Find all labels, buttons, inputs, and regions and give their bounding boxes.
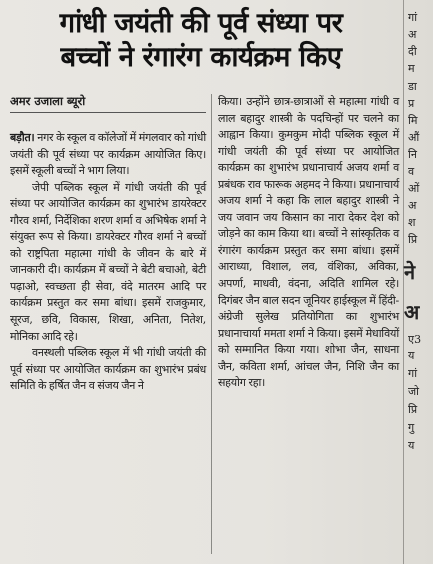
adjacent-fragment: श [408, 216, 416, 229]
column2-paragraph-1: किया। उन्होंने छात्र-छात्राओं से महात्मा गांधी व लाल बहादुर शास्त्री के पदचिन्हों पर चलने का आह्वान किया। कुमकुम मोदी पब्लिक स्कूल में गांधी जयंती की पूर्व संध्या पर आयोजित कार्यक्रम का शुभारंभ प्रधानाचार्य अजय शर्मा व प्रबंधक राव फारूक अहमद ने किया। प्रधानाचार्य अजय शर्मा ने कहा कि लाल बहादुर शास्त्री ने जय जवान जय किसान का नारा देकर देश को जोड़ने का काम किया था। बच्चों ने सांस्कृतिक व रंगारंग कार्यक्रम प्रस्तुत कर समा बांधा। इसमें आराध्या, विशाल, लव, वंशिका, अविका, अपर्णा, माधवी, वंदना, अदिति शामिल रहे। दिगंबर जैन बाल सदन जूनियर हाईस्कूल में हिंदी-अंग्रेजी सुलेख प्रतियोगिता का शुभारंभ प्रधानाचार्या ममता शर्मा ने किया। इसमें मेधावियों को सम्मानित किया गया। शोभा जैन, साधना जैन, कविता शर्मा, आंचल जैन, निशि जैन का सहयोग रहा। [218, 95, 399, 390]
column-divider [211, 94, 212, 554]
column1-paragraph-2: जेपी पब्लिक स्कूल में गांधी जयंती की पूर्व संध्या पर आयोजित कार्यक्रम का शुभारंभ डायरेक्टर गौरव शर्मा, निर्देशिका शरण शर्मा व अभिषेक शर्मा ने संयुक्त रूप से किया। डायरेक्टर गौरव शर्मा ने बच्चों को राष्ट्रपिता महात्मा गांधी के जीवन के बारे में जानकारी दी। कार्यक्रम में बच्चों ने बेटी बचाओ, बेटी पढ़ाओ, स्वच्छता ही सेवा, वंदे मातरम आदि पर कार्यक्रम प्रस्तुत कर समा बांधा। इसमें राजकुमार, सूरज, छवि, विकास, शिखा, अनिता, नितेश, मोनिका आदि रहे। [10, 180, 206, 343]
dateline: बड़ौत। [10, 131, 35, 144]
adjacent-fragment: म [408, 62, 415, 75]
adjacent-fragment: प्र [408, 97, 415, 110]
byline-rule [10, 112, 206, 113]
column1-paragraph-3: वनस्थली पब्लिक स्कूल में भी गांधी जयंती की पूर्व संध्या पर आयोजित कार्यक्रम का शुभारंभ प्रबंध समिति के हर्षित जैन व संजय जैन ने [10, 346, 206, 393]
adjacent-fragment: अ [408, 28, 417, 41]
adjacent-fragment: गां [408, 367, 418, 380]
headline-line-1: गांधी जयंती की पूर्व संध्या पर [59, 7, 343, 39]
byline: अमर उजाला ब्यूरो [10, 94, 86, 108]
adjacent-fragment: दी [408, 45, 417, 58]
adjacent-article-strip [404, 0, 433, 564]
adjacent-fragment: मि [408, 114, 418, 127]
adjacent-fragment: ओं [408, 182, 420, 195]
adjacent-fragment: ए3 [408, 333, 422, 346]
adjacent-fragment: प्रि [408, 403, 418, 416]
adjacent-fragment: नि [408, 148, 417, 161]
adjacent-fragment: अ [408, 199, 417, 212]
column1-paragraph-1-text: नगर के स्कूल व कॉलेजों में मंगलवार को गांधी जयंती की पूर्व संध्या पर कार्यक्रम आयोजित किए। इसमें स्कूली बच्चों ने भाग लिया। [10, 131, 206, 178]
adjacent-fragment: प्रि [408, 233, 418, 246]
adjacent-fragment: ने [404, 260, 416, 284]
adjacent-fragment: य [408, 349, 415, 362]
adjacent-fragment: औं [408, 131, 420, 144]
adjacent-fragment: जो [408, 385, 420, 398]
headline-line-2: बच्चों ने रंगारंग कार्यक्रम किए [60, 41, 342, 73]
article-column-1 [10, 130, 206, 395]
article-column-2 [218, 94, 399, 392]
adjacent-fragment: डा [408, 80, 417, 93]
article-headline [2, 6, 400, 74]
adjacent-fragment: य [408, 439, 415, 452]
adjacent-fragment: व [408, 165, 415, 178]
column1-paragraph-1 [10, 130, 206, 180]
adjacent-fragment: गु [408, 421, 415, 434]
adjacent-fragment: गां [408, 11, 418, 24]
adjacent-fragment: अ [404, 300, 420, 324]
